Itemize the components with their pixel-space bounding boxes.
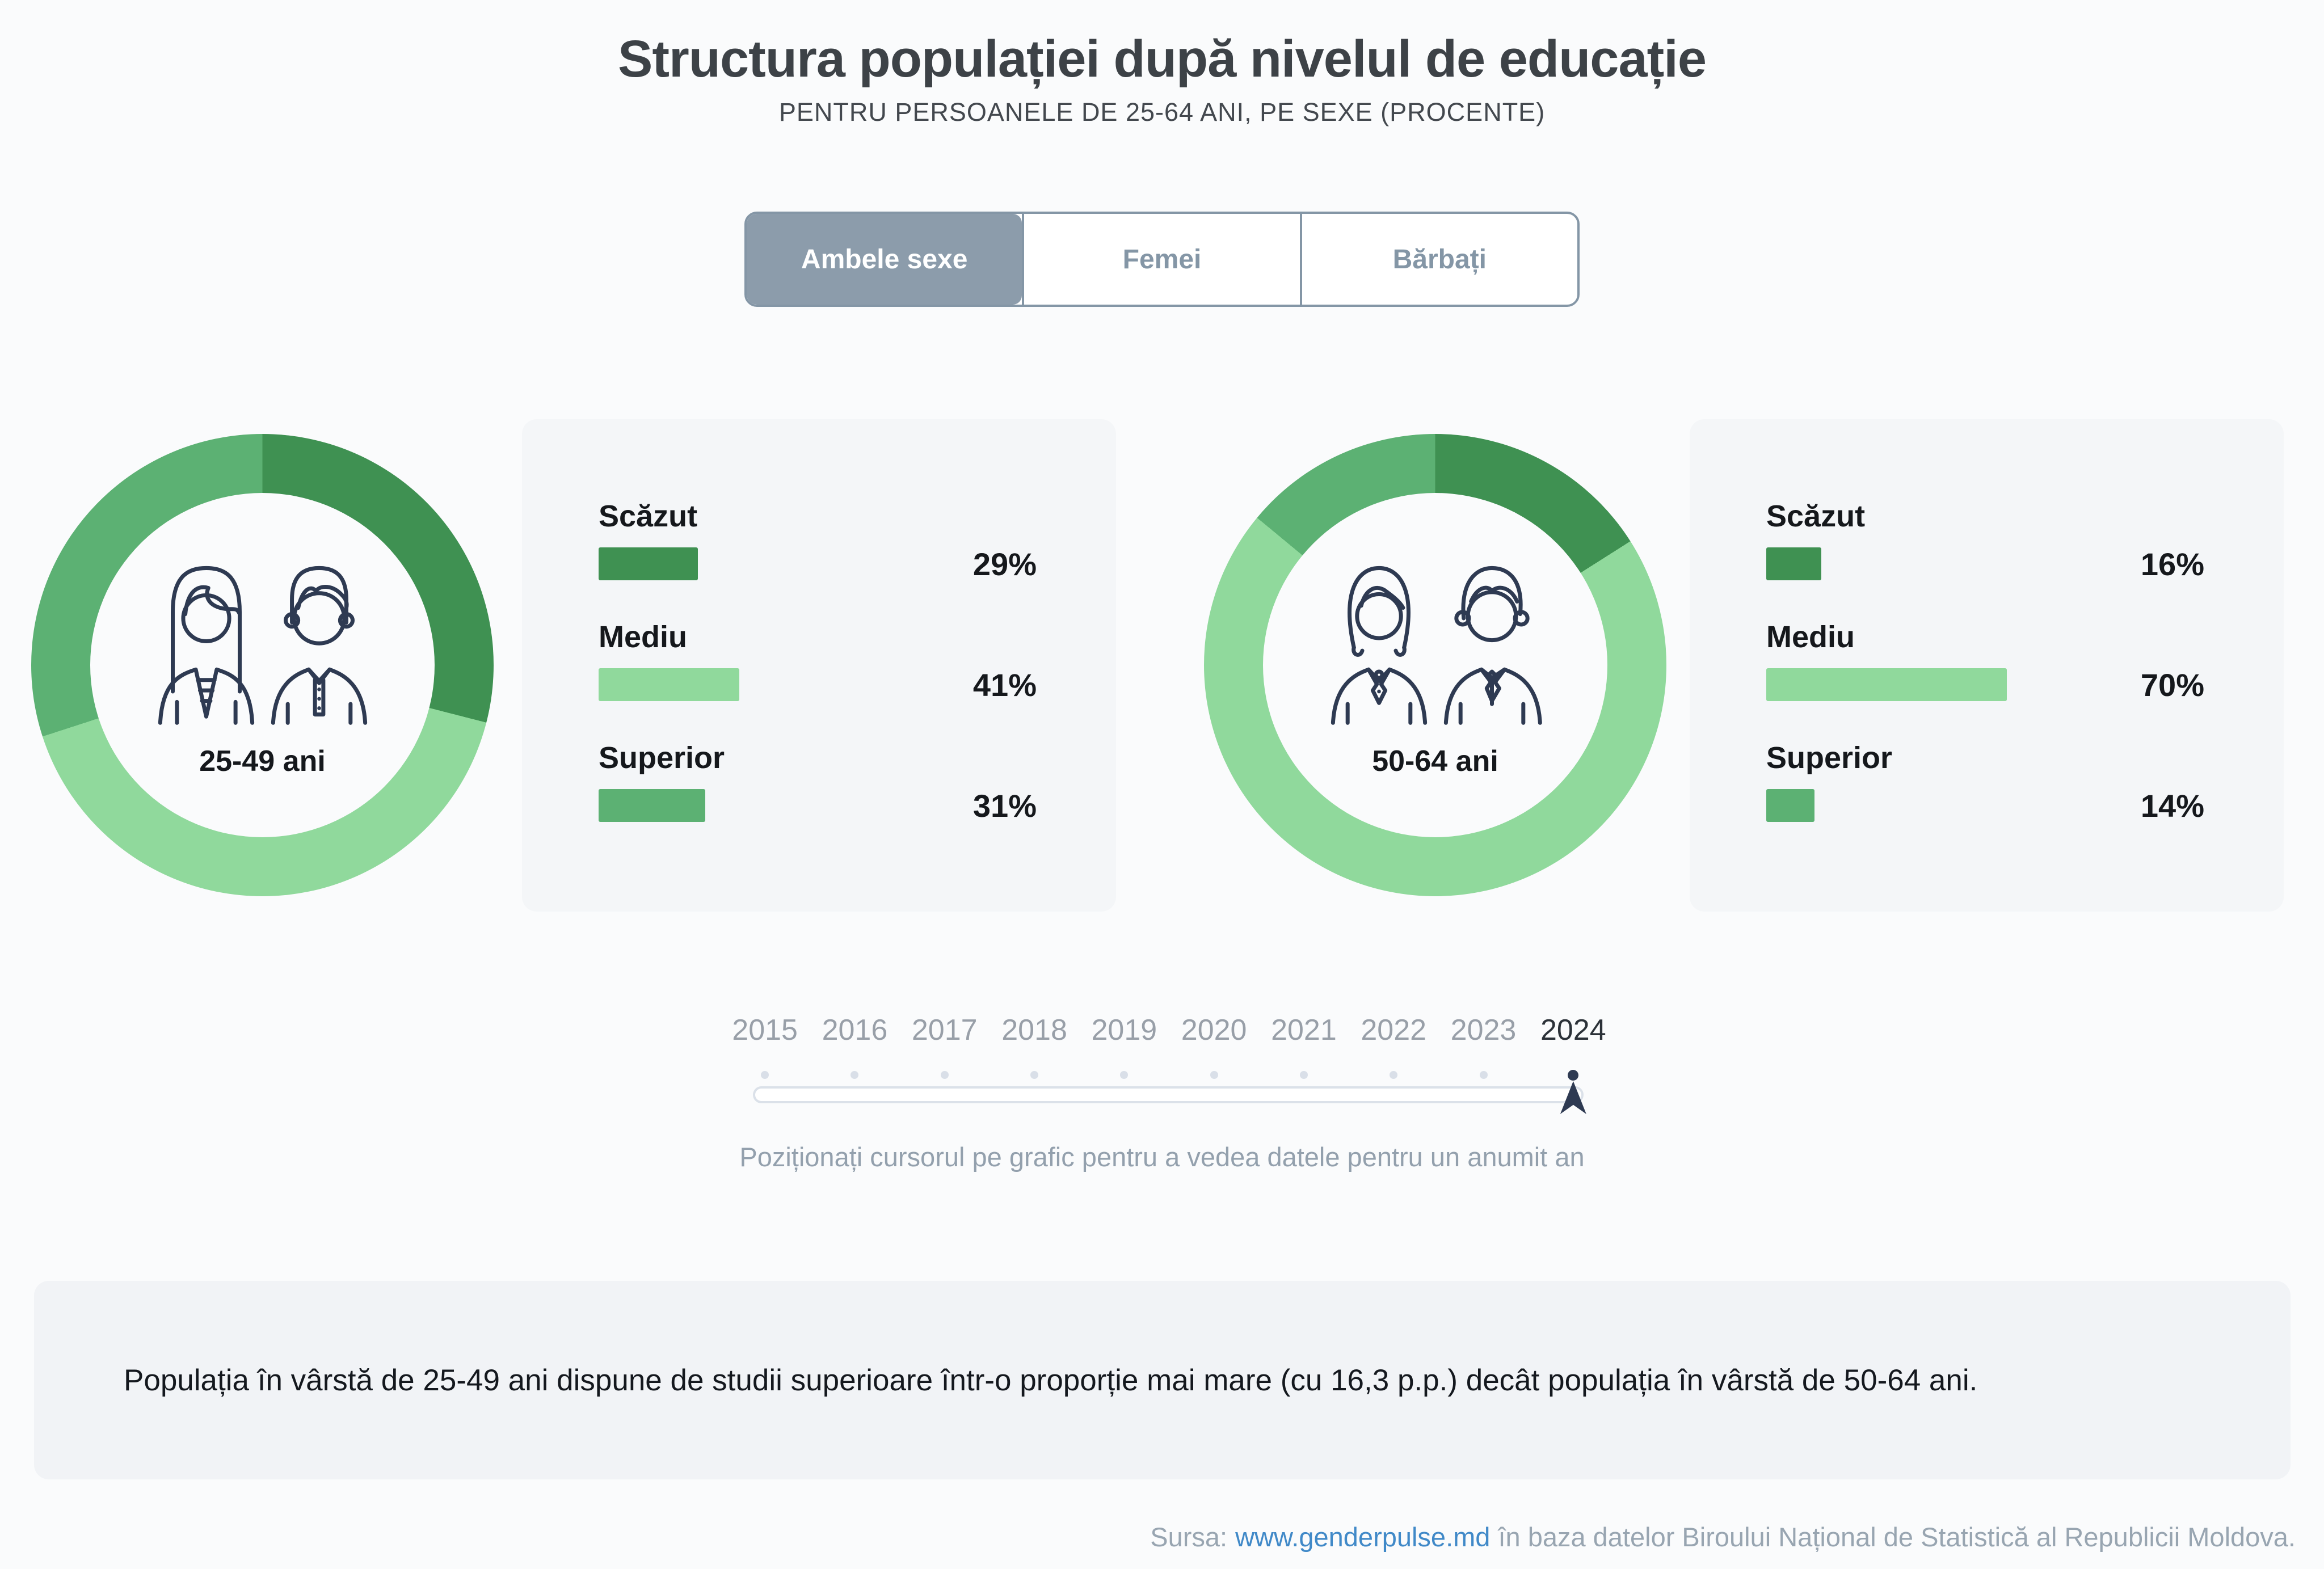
year-dot[interactable]: [851, 1071, 858, 1079]
bar-value-scazut: 29%: [972, 546, 1037, 582]
year-2016[interactable]: 2016: [822, 1014, 888, 1047]
bar-mediu: [599, 668, 739, 701]
older-man-icon: [1439, 558, 1544, 725]
insight-text: Populația în vârstă de 25-49 ani dispune de studii superioare într-o proporție mai mare (cu 16,3 p.p.) decât populația în vârstă de 50-64 ani.: [124, 1363, 1978, 1397]
young-woman-icon: [154, 558, 259, 725]
source-line: [1150, 1521, 2296, 1553]
year-dot[interactable]: [1030, 1071, 1038, 1079]
page-subtitle: PENTRU PERSOANELE DE 25-64 ANI, PE SEXE (PROCENTE): [778, 98, 1546, 126]
year-dots: [720, 1069, 1618, 1081]
bar-label-superior: Superior: [599, 741, 725, 775]
donut-chart-50-64: [1204, 434, 1666, 896]
bar-row: [1766, 740, 2204, 822]
older-woman-icon: [1327, 558, 1432, 725]
age-group-icons: [154, 558, 372, 725]
year-2021[interactable]: 2021: [1271, 1014, 1337, 1047]
bar-value-mediu: 41%: [972, 667, 1037, 703]
bar-value-superior: 14%: [2140, 787, 2204, 824]
donut-hole: [1263, 493, 1607, 837]
bar-label-mediu: Mediu: [599, 620, 687, 654]
year-dot[interactable]: [1390, 1071, 1397, 1079]
year-dot[interactable]: [1120, 1071, 1128, 1079]
bar-row: [599, 740, 1037, 822]
page-title: Structura populației după nivelul de educație: [618, 30, 1706, 88]
sex-filter-tabs: [744, 212, 1580, 307]
bar-scazut: [1766, 547, 1821, 580]
slider-hint: Poziționați cursorul pe grafic pentru a vedea datele pentru un anumit an: [739, 1142, 1585, 1172]
year-2020[interactable]: 2020: [1181, 1014, 1247, 1047]
year-2024[interactable]: 2024: [1540, 1014, 1606, 1047]
tab-femei[interactable]: Femei: [1022, 214, 1299, 305]
source-suffix: în baza datelor Biroului Național de Statistică al Republicii Moldova.: [1498, 1522, 2296, 1552]
age-group-icons: [1327, 558, 1544, 725]
bar-label-scazut: Scăzut: [1766, 499, 1866, 533]
year-dot[interactable]: [941, 1071, 949, 1079]
year-dot[interactable]: [1210, 1071, 1218, 1079]
bar-value-mediu: 70%: [2140, 667, 2204, 703]
donut-hole: [90, 493, 435, 837]
bar-superior: [599, 789, 705, 822]
slider-track[interactable]: [753, 1086, 1584, 1103]
bar-scazut: [599, 547, 698, 580]
year-2015[interactable]: 2015: [732, 1014, 798, 1047]
year-slider: [720, 1013, 1618, 1161]
year-2019[interactable]: 2019: [1091, 1014, 1157, 1047]
bar-row: [1766, 619, 2204, 701]
insight-box: [34, 1281, 2291, 1479]
bar-value-scazut: 16%: [2140, 546, 2204, 582]
bar-row: [1766, 499, 2204, 580]
bar-label-mediu: Mediu: [1766, 620, 1855, 654]
young-man-icon: [267, 558, 372, 725]
bar-row: [599, 499, 1037, 580]
bar-mediu: [1766, 668, 2007, 701]
year-dot[interactable]: [761, 1071, 769, 1079]
source-prefix: Sursa:: [1150, 1522, 1228, 1552]
year-dot[interactable]: [1480, 1071, 1488, 1079]
year-dot[interactable]: [1300, 1071, 1308, 1079]
year-2018[interactable]: 2018: [1001, 1014, 1067, 1047]
year-2017[interactable]: 2017: [911, 1014, 978, 1047]
bars-panel-25-49: [522, 419, 1116, 912]
age-group-label: 25-49 ani: [199, 745, 326, 778]
year-2023[interactable]: 2023: [1450, 1014, 1517, 1047]
bar-value-superior: 31%: [972, 787, 1037, 824]
bar-row: [599, 619, 1037, 701]
bar-superior: [1766, 789, 1814, 822]
tab-barbati[interactable]: Bărbați: [1300, 214, 1577, 305]
year-labels: [720, 1013, 1618, 1048]
bars-panel-50-64: [1690, 419, 2284, 912]
bar-label-superior: Superior: [1766, 741, 1893, 775]
donut-chart-25-49: [31, 434, 494, 896]
bar-label-scazut: Scăzut: [599, 499, 698, 533]
age-group-label: 50-64 ani: [1372, 745, 1498, 778]
year-dot[interactable]: [1568, 1070, 1578, 1081]
year-2022[interactable]: 2022: [1361, 1014, 1427, 1047]
tab-ambele-sexe[interactable]: Ambele sexe: [747, 214, 1022, 305]
source-link[interactable]: www.genderpulse.md: [1235, 1522, 1491, 1552]
